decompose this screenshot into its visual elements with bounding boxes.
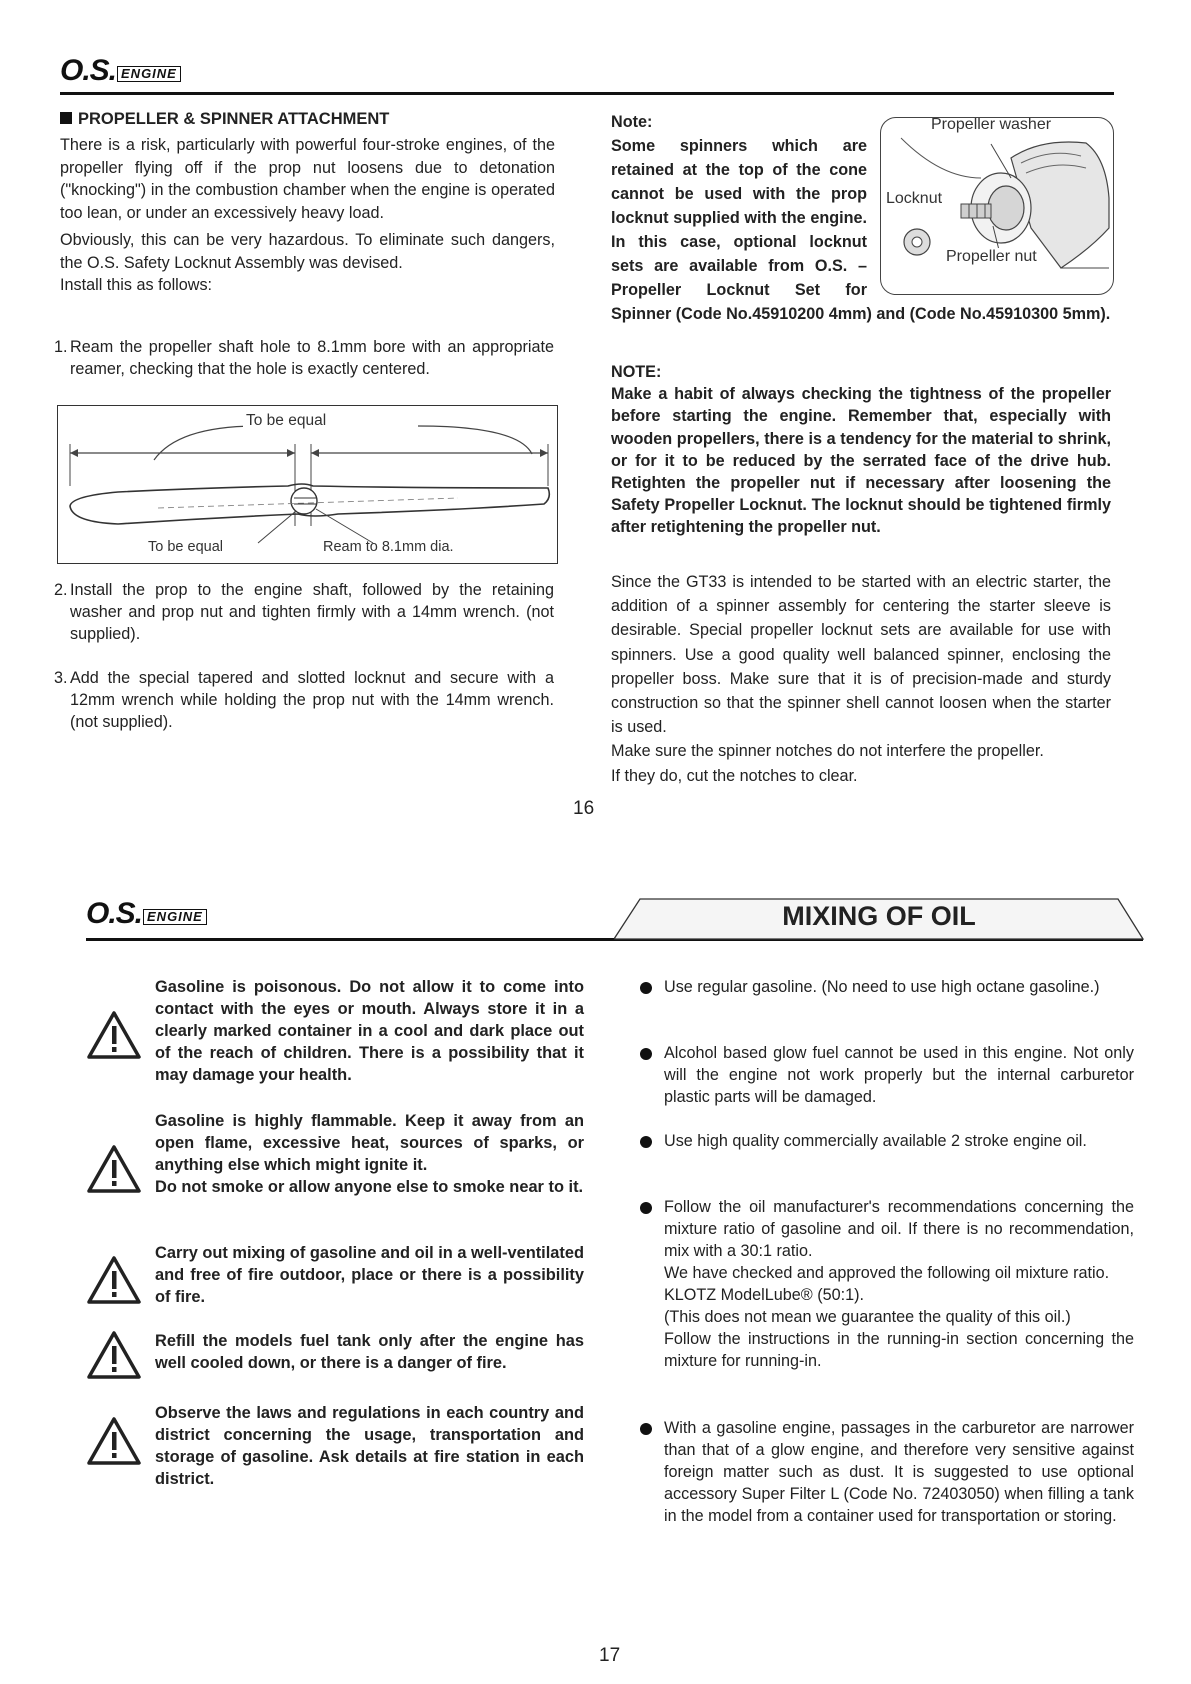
page-title: MIXING OF OIL xyxy=(782,901,976,931)
bullet-4-line-a: We have checked and approved the following oil mixture ratio. xyxy=(664,1264,1110,1282)
intro-text xyxy=(60,134,555,297)
label-to-be-equal-bottom: To be equal xyxy=(148,539,223,555)
step-3: 3. Add the special tapered and slotted locknut and secure with a 12mm wrench while holding the prop nut with the 14mm wrench. (not supplied). xyxy=(54,669,554,731)
warning-triangle-icon xyxy=(86,1010,142,1060)
warning-2-line-a: Gasoline is highly flammable. Keep it away from an open flame, excessive heat, sources of sparks, or anything else which might ignite it. xyxy=(155,1112,584,1174)
warning-2 xyxy=(155,1110,584,1198)
page-number-17: 17 xyxy=(599,1645,621,1666)
warning-triangle-icon xyxy=(86,1330,142,1380)
bullet-dot xyxy=(640,982,652,994)
bullet-4-line-d: Follow the instructions in the running-in section concerning the mixture for running-in. xyxy=(664,1330,1134,1370)
bullet-dot xyxy=(640,1423,652,1435)
locknut-diagram xyxy=(880,117,1114,295)
label-locknut: Locknut xyxy=(886,190,943,207)
label-ream: Ream to 8.1mm dia. xyxy=(323,539,454,555)
bullet-dot xyxy=(640,1202,652,1214)
warning-5: Observe the laws and regulations in each country and district concerning the usage, transportation and storage of gasoline. Ask details at fire station in each district. xyxy=(155,1404,584,1488)
propeller-diagram xyxy=(57,405,558,564)
note2-block xyxy=(611,361,1111,539)
bullet-4-line-b: KLOTZ ModelLube® (50:1). xyxy=(664,1286,864,1304)
step-2: 2. Install the prop to the engine shaft, followed by the retaining washer and prop nut and tighten firmly with a 14mm wrench. (not supplied). xyxy=(54,581,554,643)
header-rule xyxy=(60,92,1114,95)
brand-logo xyxy=(60,54,181,88)
brand-main: O.S. xyxy=(60,54,117,87)
spinner-line-2: Make sure the spinner notches do not interfere the propeller. xyxy=(611,742,1044,761)
bullet-1: Use regular gasoline. (No need to use high octane gasoline.) xyxy=(664,978,1100,996)
intro-para-1: There is a risk, particularly with powerful four-stroke engines, of the propeller flying off if the prop nut loosens due to detonation ("knocking") in the combustion chamber when the engine is operated too lean, or under an excessively heavy load. xyxy=(60,136,555,222)
spinner-line-3: If they do, cut the notches to clear. xyxy=(611,766,858,785)
label-propeller-washer: Propeller washer xyxy=(931,117,1052,133)
step-1: 1. Ream the propeller shaft hole to 8.1mm bore with an appropriate reamer, checking that the hole is exactly centered. xyxy=(54,338,554,378)
spinner-text xyxy=(611,570,1111,788)
brand-main-2: O.S. xyxy=(86,897,143,930)
label-to-be-equal-top: To be equal xyxy=(243,412,329,430)
note2-text: Make a habit of always checking the tightness of the propeller before starting the engine. Remember that, especially with wooden propellers, there is a tendency for the material to shrink, or for it to be reduced by the serrated face of the drive hub. Retighten the propeller nut if necessary after loosening the Safety Propeller Locknut. The locknut should be tightened firmly after retightening the propeller nut. xyxy=(611,385,1111,537)
bullet-5: With a gasoline engine, passages in the carburetor are narrower than that of a glow engine, and therefore very sensitive against foreign matter such as dust. It is suggested to use optional accessory Super Filter L (Code No. 72403050) when filling a tank in the model from a container used for transportation or storing. xyxy=(664,1419,1134,1525)
page-number-16: 16 xyxy=(573,798,595,819)
bullet-4 xyxy=(664,1196,1134,1372)
spinner-para: Since the GT33 is intended to be started with an electric starter, the addition of a spinner assembly for centering the starter sleeve is desirable. Special propeller locknut sets are available for use with spinners. Use a good quality well balanced spinner, enclosing the propeller boss. Make sure that it is of precision-made and sturdy construction so that the spinner shell cannot loosen when the starter is used. xyxy=(611,573,1111,737)
bullet-3: Use high quality commercially available 2 stroke engine oil. xyxy=(664,1132,1087,1150)
brand-logo-2 xyxy=(86,897,207,931)
square-bullet-icon xyxy=(60,112,72,124)
bullet-4-main: Follow the oil manufacturer's recommendations concerning the mixture ratio of gasoline and oil. If there is no recommendation, mix with a 30:1 ratio. xyxy=(664,1198,1134,1260)
warning-triangle-icon xyxy=(86,1144,142,1194)
intro-para-3: Install this as follows: xyxy=(60,276,213,294)
warning-2-line-b: Do not smoke or allow anyone else to smoke near to it. xyxy=(155,1178,584,1196)
note2-title: NOTE: xyxy=(611,363,662,381)
warning-1: Gasoline is poisonous. Do not allow it to come into contact with the eyes or mouth. Always store it in a clearly marked container in a cool and dark place out of the reach of children. There is a possibility that it may damage your health. xyxy=(155,978,584,1084)
intro-para-2: Obviously, this can be very hazardous. To eliminate such dangers, the O.S. Safety Locknut Assembly was devised. xyxy=(60,231,555,272)
bullet-4-line-c: (This does not mean we guarantee the quality of this oil.) xyxy=(664,1308,1071,1326)
note-title: Note: xyxy=(611,113,653,131)
section-heading: PROPELLER & SPINNER ATTACHMENT xyxy=(60,110,389,129)
bullet-dot xyxy=(640,1048,652,1060)
bullet-2: Alcohol based glow fuel cannot be used in this engine. Not only will the engine not work properly but the internal carburetor plastic parts will be damaged. xyxy=(664,1044,1134,1106)
brand-sub: ENGINE xyxy=(117,66,181,82)
label-propeller-nut: Propeller nut xyxy=(946,248,1037,265)
bullet-dot xyxy=(640,1136,652,1148)
brand-sub-2: ENGINE xyxy=(143,909,207,925)
note-text: Some spinners which are retained at the top of the cone cannot be used with the prop locknut supplied with the engine. In this case, optional locknut sets are available from O.S. – Propeller Locknut Set for Spinner (Code No.45910200 4mm) and (Code No.45910300 5mm). xyxy=(611,136,1111,323)
warning-3: Carry out mixing of gasoline and oil in a well-ventilated and free of fire outdoor, place or there is a possibility of fire. xyxy=(155,1244,584,1306)
warning-triangle-icon xyxy=(86,1416,142,1466)
warning-4: Refill the models fuel tank only after the engine has well cooled down, or there is a danger of fire. xyxy=(155,1332,584,1372)
warning-triangle-icon xyxy=(86,1255,142,1305)
